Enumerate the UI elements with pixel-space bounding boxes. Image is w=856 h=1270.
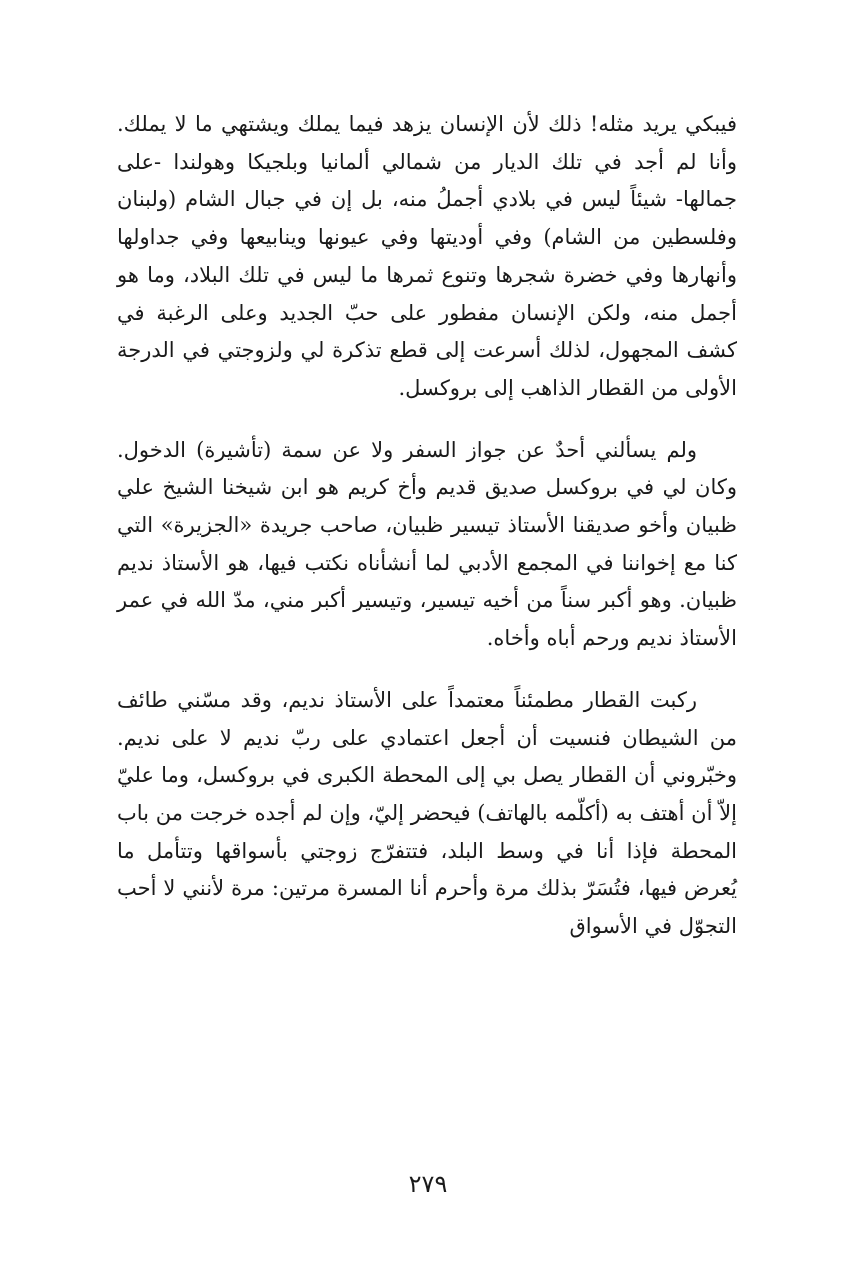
paragraph-1: فيبكي يريد مثله! ذلك لأن الإنسان يزهد فيما يملك ويشتهي ما لا يملك. وأنا لم أجد في تلك الديار من شمالي ألمانيا وبلجيكا وهولندا -على جمالها- شيئاً ليس في بلادي أجملُ منه، بل إن في جبال الشام (ولبنان وفلسطين من الشام) وفي أوديتها وفي عيونها وينابيعها وفي جداولها وأنهارها وفي خضرة شجرها وتنوع ثمرها ما ليس في تلك البلاد، وما هو أجمل منه، ولكن الإنسان مفطور على حبّ الجديد وعلى الرغبة في كشف المجهول، لذلك أسرعت إلى قطع تذكرة لي ولزوجتي في الدرجة الأولى من القطار الذاهب إلى بروكسل. xyxy=(117,112,737,400)
paragraph-2: ولم يسألني أحدٌ عن جواز السفر ولا عن سمة (تأشيرة) الدخول. وكان لي في بروكسل صديق قديم وأخ كريم هو ابن شيخنا الشيخ علي ظبيان وأخو صديقنا الأستاذ تيسير ظبيان، صاحب جريدة «الجزيرة» التي كنا مع إخواننا في المجمع الأدبي لما أنشأناه نكتب فيها، هو الأستاذ نديم ظبيان. وهو أكبر سناً من أخيه تيسير، وتيسير أكبر مني، مدّ الله في عمر الأستاذ نديم ورحم أباه وأخاه. xyxy=(117,437,737,651)
paragraph-3: ركبت القطار مطمئناً معتمداً على الأستاذ نديم، وقد مسّني طائف من الشيطان فنسيت أن أجعل اعتمادي على ربّ نديم لا على نديم. وخبّروني أن القطار يصل بي إلى المحطة الكبرى في بروكسل، وما عليّ إلاّ أن أهتف به (أكلّمه بالهاتف) فيحضر إليّ، وإن لم أجده خرجت من باب المحطة فإذا أنا في وسط البلد، فتتفرّج زوجتي بأسواقها وتتأمل ما يُعرض فيها، فتُسَرّ بذلك مرة وأحرم أنا المسرة مرتين: مرة لأنني لا أحب التجوّل في الأسواق xyxy=(117,687,737,939)
page-body xyxy=(117,106,737,946)
page-number: ٢٧٩ xyxy=(408,1170,448,1198)
